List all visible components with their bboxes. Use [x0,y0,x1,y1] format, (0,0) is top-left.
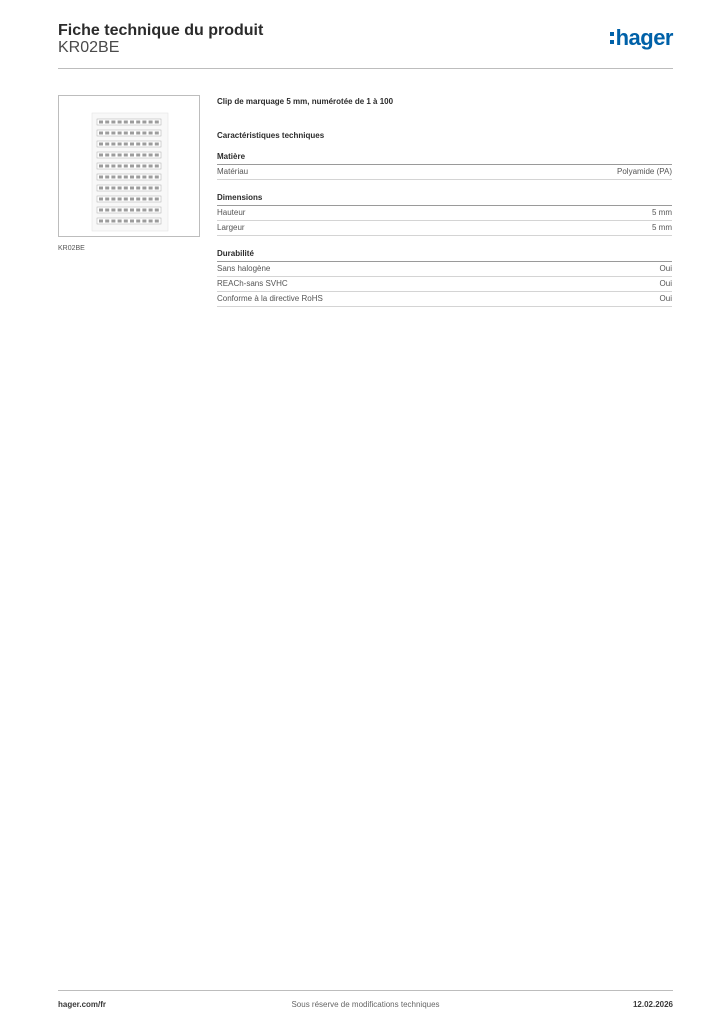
product-reference: KR02BE [58,39,120,56]
spec-label: Largeur [217,223,245,232]
spec-group-title: Durabilité [217,249,672,262]
spec-group-title: Dimensions [217,193,672,206]
spec-value: Oui [659,294,672,303]
spec-group [217,152,672,180]
spec-group [217,193,672,236]
spec-label: REACh-sans SVHC [217,279,288,288]
image-caption: KR02BE [58,245,85,252]
spec-row [217,277,672,292]
spec-value: Oui [659,264,672,273]
logo-text: hager [615,25,673,50]
spec-value: 5 mm [652,223,672,232]
spec-row [217,165,672,180]
spec-group [217,249,672,307]
spec-value: Oui [659,279,672,288]
page-footer [58,990,673,1009]
marking-clips-illustration [59,96,199,236]
spec-row [217,292,672,307]
spec-label: Conforme à la directive RoHS [217,294,323,303]
spec-label: Hauteur [217,208,246,217]
spec-row [217,206,672,221]
footer-disclaimer: Sous réserve de modifications techniques [291,1000,440,1009]
logo-dots-icon [610,32,614,44]
page-header [58,20,673,69]
spec-sheet [217,97,672,320]
spec-row [217,221,672,236]
spec-label: Sans halogène [217,264,271,273]
spec-group-title: Matière [217,152,672,165]
spec-row [217,262,672,277]
spec-value: Polyamide (PA) [617,167,672,176]
page-title: Fiche technique du produit [58,22,264,39]
product-image [58,95,200,237]
product-description: Clip de marquage 5 mm, numérotée de 1 à 100 [217,97,394,106]
footer-date: 12.02.2026 [632,1000,673,1009]
spec-value: 5 mm [652,208,672,217]
spec-groups [217,152,672,307]
footer-website[interactable]: hager.com/fr [58,1000,107,1009]
spec-label: Matériau [217,167,249,176]
spec-section-title: Caractéristiques techniques [217,131,325,140]
hager-logo [610,26,673,50]
